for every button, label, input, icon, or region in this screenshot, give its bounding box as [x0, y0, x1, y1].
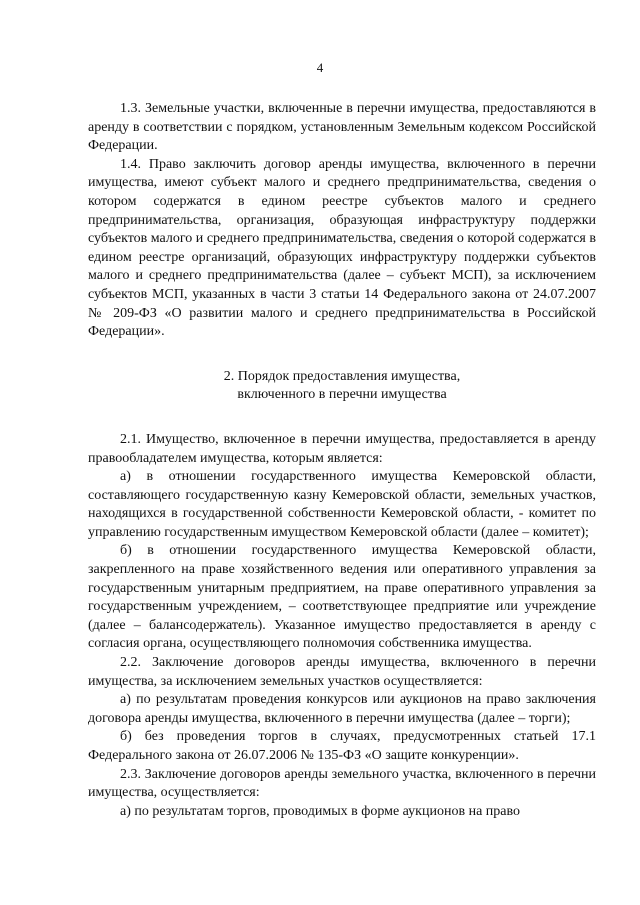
paragraph-1-3: 1.3. Земельные участки, включенные в перечни имущества, предоставляются в аренду в соответствии с порядком, установленным Земельным кодексом Российской Федерации.	[88, 101, 596, 154]
paragraph-2-1: 2.1. Имущество, включенное в перечни имущества, предоставляется в аренду правообладателем имущества, которым является:	[88, 431, 596, 466]
paragraph-2-1-a: а) в отношении государственного имущества Кемеровской области, составляющего государственную казну Кемеровской области, земельных участков, находящихся в государственной собственности Кемеровской области, - комитет по управлению государственным имуществом Кемеровской области (далее – комитет);	[88, 469, 596, 540]
paragraph-2-3: 2.3. Заключение договоров аренды земельного участка, включенного в перечни имущества, осуществляется:	[88, 766, 596, 801]
section-heading-line-1: 2. Порядок предоставления имущества,	[223, 368, 461, 384]
paragraph-2-2: 2.2. Заключение договоров аренды имущества, включенного в перечни имущества, за исключением земельных участков осуществляется:	[88, 655, 596, 689]
paragraph-2-3-a: а) по результатам торгов, проводимых в форме аукционов на право	[120, 803, 520, 819]
section-heading-line-2: включенного в перечни имущества	[237, 387, 447, 403]
paragraph-1-4: 1.4. Право заключить договор аренды имущества, включенного в перечни имущества, имеют субъект малого и среднего предпринимательства, сведения о котором содержатся в едином реестре субъектов малого и среднего предпринимательства, организация, образующая инфраструктуру поддержки субъектов малого и среднего предпринимательства, сведения о которой содержатся в едином реестре организаций, образующих инфраструктуру поддержки субъектов малого и среднего предпринимательства (далее – субъект МСП), за исключением субъектов МСП, указанных в части 3 статьи 14 Федерального закона от 24.07.2007 № 209-ФЗ «О развитии малого и среднего предпринимательства в Российской Федерации».	[88, 156, 596, 340]
paragraph-2-2-b: б) без проведения торгов в случаях, предусмотренных статьей 17.1 Федерального закона от 26.07.2006 № 135-ФЗ «О защите конкуренции».	[88, 729, 596, 763]
paragraph-2-1-b: б) в отношении государственного имущества Кемеровской области, закрепленного на праве хозяйственного ведения или оперативного управления за государственным унитарным предприятием, на праве оперативного управления за государственным учреждением, – соответствующее предприятие или учреждение (далее – балансодержатель). Указанное имущество предоставляется в аренду с согласия органа, осуществляющего полномочия собственника имущества.	[88, 543, 596, 652]
page-number: 4	[316, 60, 324, 75]
paragraph-2-2-a: а) по результатам проведения конкурсов или аукционов на право заключения договора аренды имущества, включенного в перечни имущества (далее – торги);	[88, 692, 596, 726]
document-body	[88, 100, 596, 821]
section-heading	[88, 368, 596, 405]
